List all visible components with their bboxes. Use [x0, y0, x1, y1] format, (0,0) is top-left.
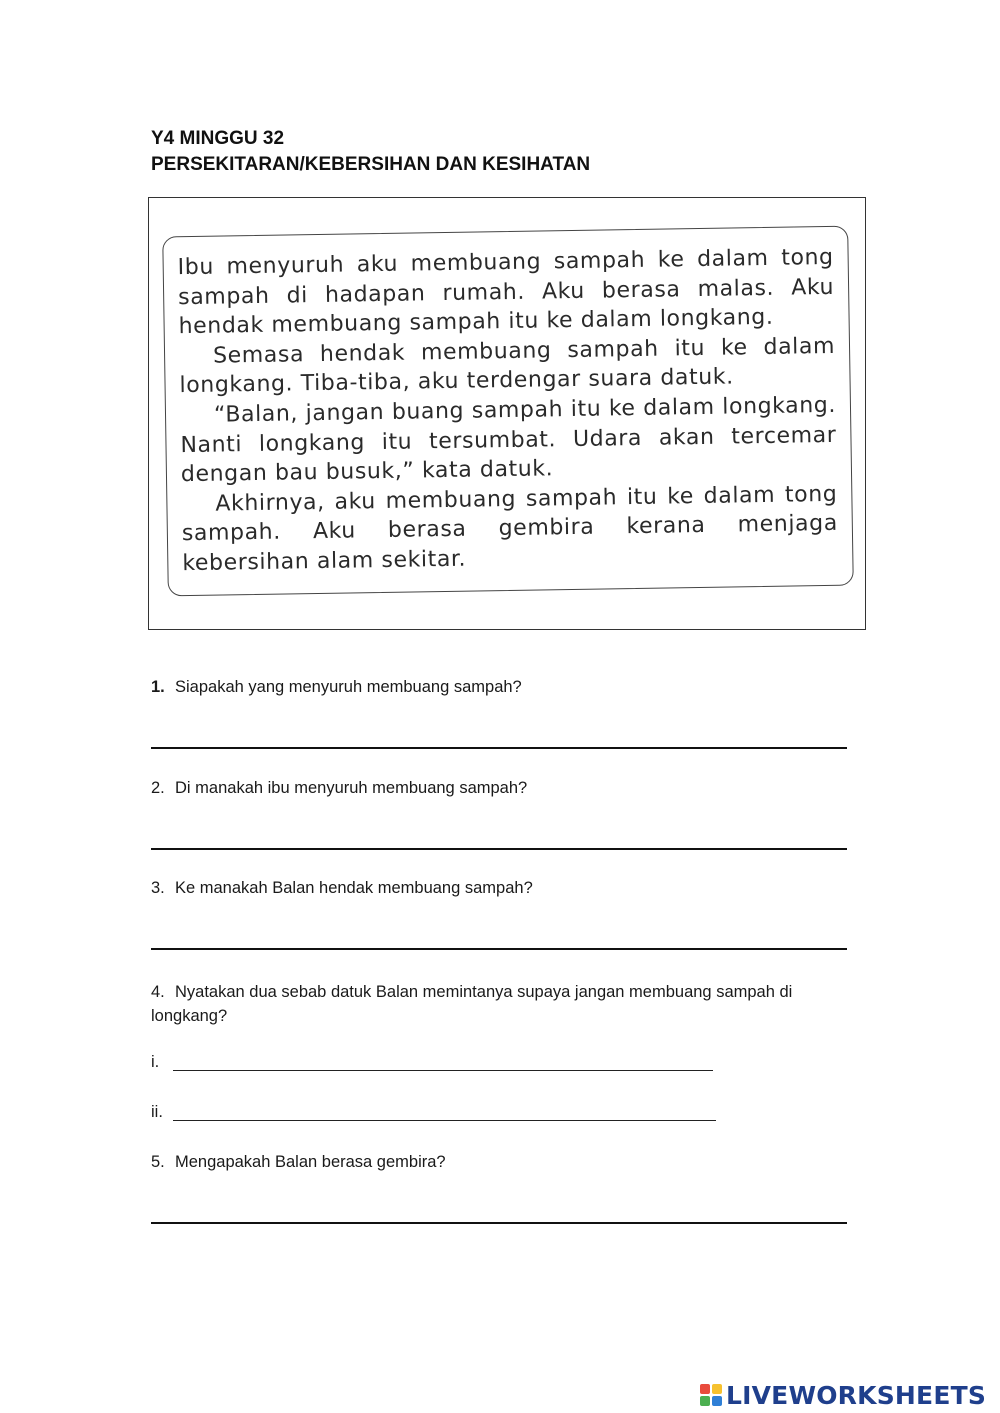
- liveworksheets-logo-icon: [700, 1384, 722, 1406]
- question-number: 4.: [151, 983, 165, 1001]
- sub-item-label: i.: [151, 1053, 160, 1071]
- question-text: Nyatakan dua sebab datuk Balan memintanya supaya jangan membuang sampah di longkang?: [151, 983, 793, 1025]
- worksheet-header: [151, 126, 590, 178]
- question-5: [151, 1153, 446, 1172]
- logo-square-red: [700, 1384, 710, 1394]
- question-number: 1.: [151, 678, 165, 696]
- question-number: 5.: [151, 1153, 165, 1171]
- answer-line-4-i[interactable]: [173, 1070, 713, 1071]
- passage-paragraph-4: Akhirnya, aku membuang sampah itu ke dalam tong sampah. Aku berasa gembira kerana menjaga kebersihan alam sekitar.: [181, 481, 839, 577]
- liveworksheets-wordmark: LIVEWORKSHEETS: [726, 1380, 987, 1410]
- question-number: 2.: [151, 779, 165, 797]
- question-text: Ke manakah Balan hendak membuang sampah?: [175, 879, 533, 897]
- liveworksheets-logo: [700, 1380, 986, 1410]
- question-number: 3.: [151, 879, 165, 897]
- answer-line-5[interactable]: [151, 1222, 847, 1224]
- question-text: Di manakah ibu menyuruh membuang sampah?: [175, 779, 528, 797]
- logo-square-yellow: [712, 1384, 722, 1394]
- logo-square-green: [700, 1396, 710, 1406]
- worksheet-week-title: Y4 MINGGU 32: [151, 128, 285, 149]
- passage-paragraph-2: Semasa hendak membuang sampah itu ke dalam longkang. Tiba-tiba, aku terdengar suara datuk.: [179, 333, 836, 399]
- worksheet-topic-title: PERSEKITARAN/KEBERSIHAN DAN KESIHATAN: [151, 154, 591, 175]
- answer-line-2[interactable]: [151, 848, 847, 850]
- reading-passage: [162, 226, 854, 597]
- logo-square-blue: [712, 1396, 722, 1406]
- question-text: Mengapakah Balan berasa gembira?: [175, 1153, 446, 1171]
- answer-line-3[interactable]: [151, 948, 847, 950]
- answer-line-4-ii[interactable]: [173, 1120, 716, 1121]
- answer-4-ii: [151, 1103, 173, 1122]
- question-3: [151, 879, 533, 898]
- passage-paragraph-3: “Balan, jangan buang sampah itu ke dalam longkang. Nanti longkang itu tersumbat. Udara akan tercemar dengan bau busuk,” kata datuk.: [180, 392, 837, 488]
- question-4: [151, 980, 851, 1028]
- answer-line-1[interactable]: [151, 747, 847, 749]
- answer-4-i: [151, 1053, 173, 1072]
- question-1: [151, 678, 522, 697]
- passage-frame: [148, 197, 866, 630]
- question-text: Siapakah yang menyuruh membuang sampah?: [175, 678, 522, 696]
- sub-item-label: ii.: [151, 1103, 163, 1121]
- question-2: [151, 779, 527, 798]
- passage-paragraph-1: Ibu menyuruh aku membuang sampah ke dalam tong sampah di hadapan rumah. Aku berasa malas. Aku hendak membuang sampah itu ke dalam longkang.: [177, 244, 835, 340]
